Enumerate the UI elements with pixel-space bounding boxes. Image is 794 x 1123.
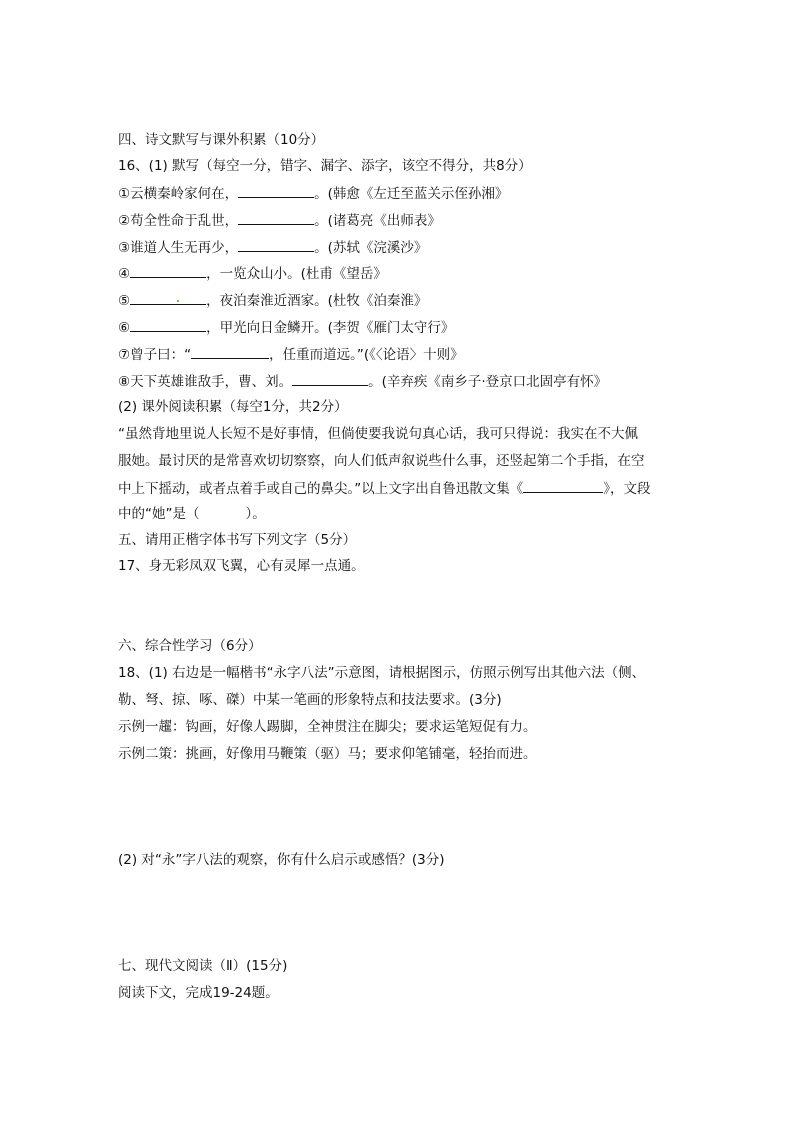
question-18-1-line-1: 18、(1) 右边是一幅楷书“永字八法”示意图，请根据图示，仿照示例写出其他六法（侧、 [118, 665, 646, 681]
answer-blank-5[interactable] [130, 291, 206, 305]
passage-line-4-suffix: ）。 [245, 506, 266, 522]
answer-blank-3[interactable] [238, 238, 314, 252]
reading-instruction: 阅读下文，完成19-24题。 [118, 985, 279, 1001]
passage-line-3 [118, 479, 651, 498]
answer-blank-1[interactable] [238, 184, 314, 198]
item-4-prefix: ④ [118, 266, 131, 282]
dictation-item-3 [118, 238, 427, 257]
passage-line-2: 服她。最讨厌的是常喜欢切切察察，向人们低声叙说些什么事，还竖起第二个手指，在空 [118, 453, 645, 469]
dictation-item-4 [118, 264, 387, 283]
section-6-title: 六、综合性学习（6分） [118, 638, 262, 654]
question-18-2: (2) 对“永”字八法的观察，你有什么启示或感悟？(3分) [118, 852, 445, 868]
example-1: 示例一趯：钩画，好像人踢脚，全神贯注在脚尖；要求运笔短促有力。 [118, 719, 537, 735]
question-18-1-line-2: 勒、弩、掠、啄、磔）中某一笔画的形象特点和技法要求。(3分) [118, 692, 502, 708]
section-7-title: 七、现代文阅读（Ⅱ）(15分) [118, 958, 288, 974]
item-7-prefix: ⑦曾子曰：“ [118, 347, 192, 363]
dictation-item-7 [118, 345, 464, 364]
item-7-suffix: ，任重而道远。”(《〈论语〉十则》 [269, 347, 464, 363]
answer-blank-2[interactable] [238, 211, 314, 225]
item-6-prefix: ⑥ [118, 320, 131, 336]
passage-line-4 [118, 505, 266, 523]
question-16-1-title: 16、(1) 默写（每空一分，错字、漏字、添字，该空不得分，共8分） [118, 158, 532, 174]
passage-line-3-prefix: 中上下摇动，或者点着手或自己的鼻尖。”以上文字出自鲁迅散文集《 [118, 481, 524, 497]
green-mark-dot [177, 300, 179, 302]
item-1-prefix: ①云横秦岭家何在， [118, 186, 239, 202]
item-2-suffix: 。(诸葛亮《出师表》 [314, 213, 441, 229]
item-1-suffix: 。(韩愈《左迁至蓝关示侄孙湘》 [314, 186, 509, 202]
dictation-item-2 [118, 211, 441, 230]
passage-line-1: “虽然背地里说人长短不是好事情，但倘使要我说句真心话，我可只得说：我实在不大佩 [118, 426, 638, 442]
example-2: 示例二策：挑画，好像用马鞭策（驱）马；要求仰笔铺毫，轻抬而进。 [118, 746, 537, 762]
answer-blank-7[interactable] [191, 345, 269, 359]
answer-blank-6[interactable] [130, 318, 206, 332]
dictation-item-6 [118, 318, 454, 337]
question-16-2-title: (2) 课外阅读积累（每空1分，共2分） [118, 399, 348, 415]
item-8-suffix: 。(辛弃疾《南乡子·登京口北固亭有怀》 [368, 374, 608, 390]
dictation-item-1 [118, 184, 508, 203]
dictation-item-5 [118, 291, 427, 310]
item-3-suffix: 。(苏轼《浣溪沙》 [314, 240, 428, 256]
item-2-prefix: ②苟全性命于乱世， [118, 213, 239, 229]
item-6-suffix: ，甲光向日金鳞开。(李贺《雁门太守行》 [206, 320, 455, 336]
question-17: 17、身无彩凤双飞翼，心有灵犀一点通。 [118, 558, 365, 574]
section-4-title: 四、诗文默写与课外积累（10分） [118, 132, 325, 148]
item-8-prefix: ⑧天下英雄谁敌手，曹、刘。 [118, 374, 293, 390]
item-5-suffix: ，夜泊秦淮近酒家。(杜牧《泊秦淮》 [206, 293, 428, 309]
item-5-prefix: ⑤ [118, 293, 131, 309]
item-4-suffix: ，一览众山小。(杜甫《望岳》 [206, 266, 387, 282]
section-5-title: 五、请用正楷字体书写下列文字（5分） [118, 532, 357, 548]
passage-line-3-suffix: 》，文段 [603, 481, 651, 497]
passage-line-4-prefix: 中的“她”是（ [118, 506, 200, 522]
dictation-item-8 [118, 372, 607, 391]
answer-blank-4[interactable] [130, 264, 206, 278]
answer-blank-8[interactable] [292, 372, 368, 386]
answer-blank-collection[interactable] [523, 479, 603, 493]
item-3-prefix: ③谁道人生无再少， [118, 240, 239, 256]
